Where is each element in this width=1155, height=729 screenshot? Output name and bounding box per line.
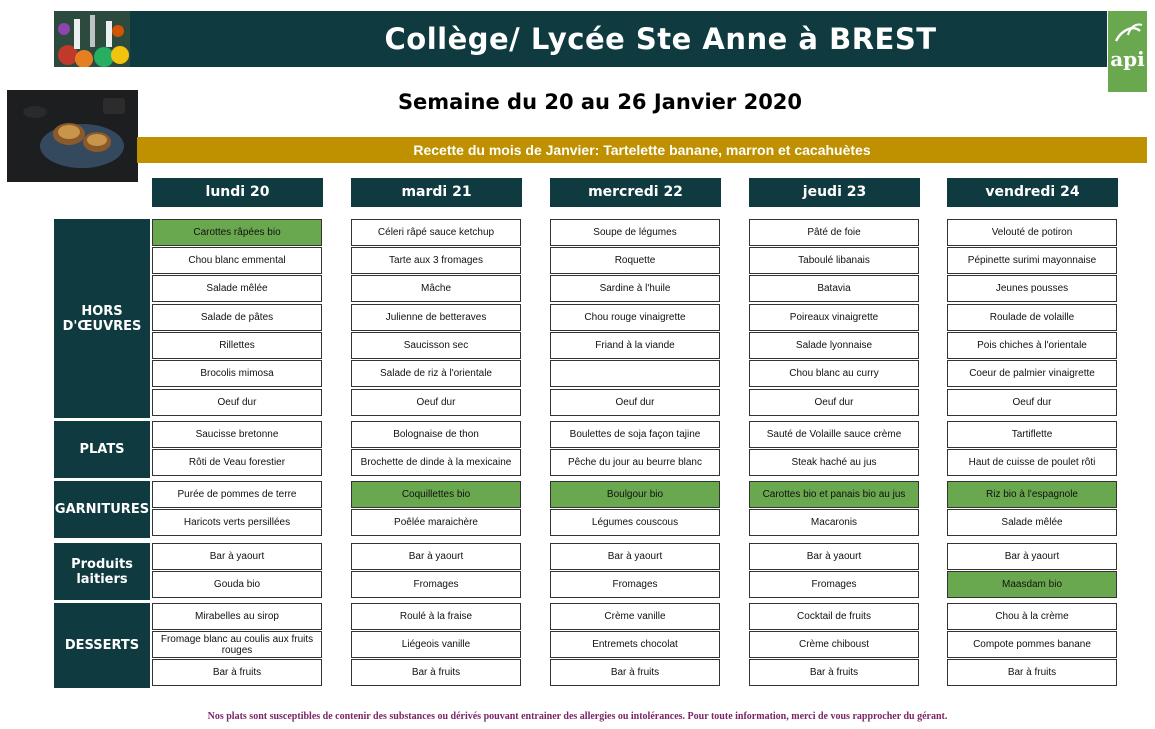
category-label: GARNITURES <box>54 502 150 517</box>
menu-item-hors: Salade de pâtes <box>152 304 322 331</box>
menu-item-laitiers: Bar à yaourt <box>152 543 322 570</box>
menu-item-desserts: Chou à la crème <box>947 603 1117 630</box>
menu-item-garnitures: Légumes couscous <box>550 509 720 536</box>
menu-item-laitiers: Fromages <box>550 571 720 598</box>
week-heading: Semaine du 20 au 26 Janvier 2020 <box>397 90 803 114</box>
menu-item-hors: Jeunes pousses <box>947 275 1117 302</box>
menu-item-hors: Salade mêlée <box>152 275 322 302</box>
vegetables-banner-image <box>54 11 130 67</box>
menu-item-laitiers: Bar à yaourt <box>351 543 521 570</box>
menu-item-desserts: Crème chiboust <box>749 631 919 658</box>
menu-item-hors: Mâche <box>351 275 521 302</box>
menu-item-plats: Bolognaise de thon <box>351 421 521 448</box>
day-header-monday: lundi 20 <box>152 178 323 207</box>
api-leaf-icon <box>1108 11 1147 47</box>
menu-item-plats: Brochette de dinde à la mexicaine <box>351 449 521 476</box>
menu-item-garnitures: Carottes bio et panais bio au jus <box>749 481 919 508</box>
category-label: PLATS <box>79 442 125 457</box>
day-header-thursday: jeudi 23 <box>749 178 920 207</box>
api-logo-text: api <box>1110 47 1145 71</box>
menu-item-hors: Chou blanc au curry <box>749 360 919 387</box>
menu-item-hors: Poireaux vinaigrette <box>749 304 919 331</box>
menu-item-hors: Sardine à l'huile <box>550 275 720 302</box>
menu-item-hors: Céleri râpé sauce ketchup <box>351 219 521 246</box>
menu-item-hors: Taboulé libanais <box>749 247 919 274</box>
menu-item-hors: Pâté de foie <box>749 219 919 246</box>
menu-item-desserts: Cocktail de fruits <box>749 603 919 630</box>
title-bar <box>54 11 1107 67</box>
menu-item-desserts: Liégeois vanille <box>351 631 521 658</box>
menu-item-garnitures: Salade mêlée <box>947 509 1117 536</box>
menu-item-hors: Coeur de palmier vinaigrette <box>947 360 1117 387</box>
menu-item-hors: Batavia <box>749 275 919 302</box>
menu-item-plats: Steak haché au jus <box>749 449 919 476</box>
menu-item-hors: Oeuf dur <box>351 389 521 416</box>
menu-item-laitiers: Gouda bio <box>152 571 322 598</box>
menu-item-hors: Saucisson sec <box>351 332 521 359</box>
menu-item-hors: Julienne de betteraves <box>351 304 521 331</box>
day-header-tuesday: mardi 21 <box>351 178 522 207</box>
menu-item-laitiers: Fromages <box>749 571 919 598</box>
menu-item-desserts: Entremets chocolat <box>550 631 720 658</box>
menu-item-garnitures: Boulgour bio <box>550 481 720 508</box>
menu-item-desserts: Bar à fruits <box>749 659 919 686</box>
menu-item-hors: Roquette <box>550 247 720 274</box>
menu-item-plats: Boulettes de soja façon tajine <box>550 421 720 448</box>
page-title: Collège/ Lycée Ste Anne à BREST <box>384 22 937 56</box>
api-logo <box>1108 11 1147 92</box>
category-desserts <box>54 603 150 688</box>
menu-item-garnitures: Macaronis <box>749 509 919 536</box>
menu-item-hors: Roulade de volaille <box>947 304 1117 331</box>
menu-item-hors: Soupe de légumes <box>550 219 720 246</box>
menu-item-hors: Salade lyonnaise <box>749 332 919 359</box>
menu-item-laitiers: Maasdam bio <box>947 571 1117 598</box>
menu-item-hors: Tarte aux 3 fromages <box>351 247 521 274</box>
menu-item-laitiers: Bar à yaourt <box>550 543 720 570</box>
menu-item-laitiers: Bar à yaourt <box>947 543 1117 570</box>
menu-item-hors: Chou blanc emmental <box>152 247 322 274</box>
menu-item-garnitures: Poêlée maraichère <box>351 509 521 536</box>
category-label: DESSERTS <box>64 638 140 653</box>
menu-item-desserts: Fromage blanc au coulis aux fruits rouges <box>152 631 322 658</box>
menu-item-desserts: Bar à fruits <box>550 659 720 686</box>
menu-item-desserts: Bar à fruits <box>351 659 521 686</box>
menu-item-hors: Friand à la viande <box>550 332 720 359</box>
menu-item-hors: Pépinette surimi mayonnaise <box>947 247 1117 274</box>
menu-item-hors: Brocolis mimosa <box>152 360 322 387</box>
tartelette-photo <box>7 90 138 182</box>
menu-item-desserts: Compote pommes banane <box>947 631 1117 658</box>
menu-item-desserts: Crème vanille <box>550 603 720 630</box>
day-header-wednesday: mercredi 22 <box>550 178 721 207</box>
menu-item-desserts: Bar à fruits <box>152 659 322 686</box>
category-garnitures <box>54 481 150 538</box>
menu-item-hors: Oeuf dur <box>947 389 1117 416</box>
menu-item-hors: Velouté de potiron <box>947 219 1117 246</box>
menu-item-plats: Haut de cuisse de poulet rôti <box>947 449 1117 476</box>
menu-item-hors: Carottes râpées bio <box>152 219 322 246</box>
menu-item-hors: Chou rouge vinaigrette <box>550 304 720 331</box>
allergy-notice: Nos plats sont susceptibles de contenir des substances ou dérivés pouvant entrainer des allergies ou intolérances. Pour toute information, merci de vous rapprocher du gérant. <box>207 711 948 722</box>
menu-item-hors: Pois chiches à l'orientale <box>947 332 1117 359</box>
menu-item-hors: Salade de riz à l'orientale <box>351 360 521 387</box>
menu-item-hors: Oeuf dur <box>550 389 720 416</box>
category-hors-doeuvres <box>54 219 150 418</box>
menu-item-plats: Pêche du jour au beurre blanc <box>550 449 720 476</box>
menu-item-hors <box>550 360 720 387</box>
menu-item-garnitures: Haricots verts persillées <box>152 509 322 536</box>
category-produits-laitiers <box>54 543 150 600</box>
category-label: Produits laitiers <box>71 556 133 587</box>
menu-item-plats: Saucisse bretonne <box>152 421 322 448</box>
menu-item-hors: Rillettes <box>152 332 322 359</box>
menu-item-garnitures: Coquillettes bio <box>351 481 521 508</box>
day-header-friday: vendredi 24 <box>947 178 1118 207</box>
menu-item-plats: Tartiflette <box>947 421 1117 448</box>
menu-item-plats: Sauté de Volaille sauce crème <box>749 421 919 448</box>
recipe-of-month: Recette du mois de Janvier: Tartelette banane, marron et cacahuètes <box>137 137 1147 163</box>
menu-item-desserts: Mirabelles au sirop <box>152 603 322 630</box>
menu-item-hors: Oeuf dur <box>152 389 322 416</box>
menu-item-garnitures: Riz bio à l'espagnole <box>947 481 1117 508</box>
menu-item-desserts: Bar à fruits <box>947 659 1117 686</box>
menu-item-plats: Rôti de Veau forestier <box>152 449 322 476</box>
menu-item-desserts: Roulé à la fraise <box>351 603 521 630</box>
category-plats <box>54 421 150 478</box>
menu-item-laitiers: Bar à yaourt <box>749 543 919 570</box>
menu-item-garnitures: Purée de pommes de terre <box>152 481 322 508</box>
menu-item-hors: Oeuf dur <box>749 389 919 416</box>
category-label: HORS D'ŒUVRES <box>62 303 142 334</box>
menu-item-laitiers: Fromages <box>351 571 521 598</box>
